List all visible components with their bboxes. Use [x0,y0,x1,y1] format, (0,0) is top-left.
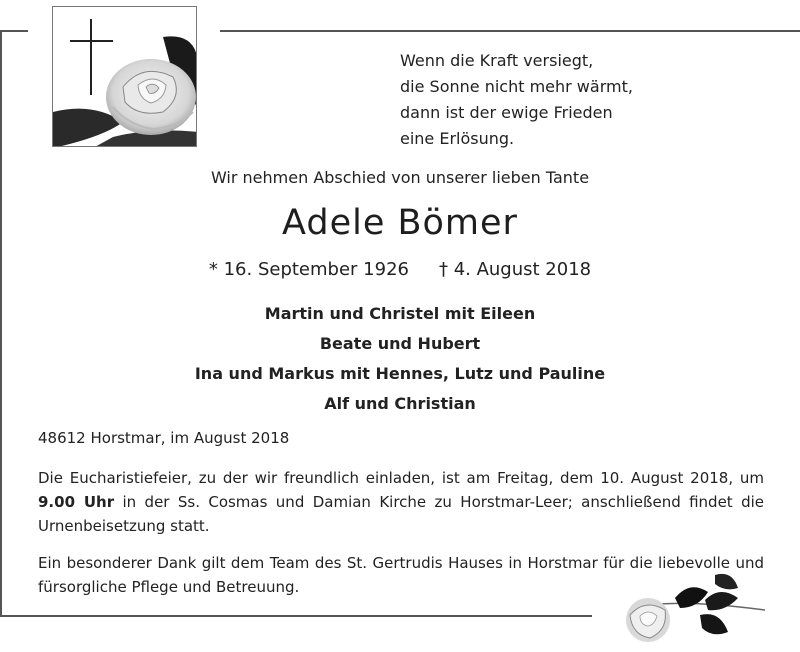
frame-bottom-line [0,615,592,617]
cross-rose-photo [52,6,197,147]
rose-icon [106,59,196,135]
mourner-line: Alf und Christian [324,394,476,413]
poem-line: Wenn die Kraft versiegt, [400,51,594,70]
mourner-line: Beate und Hubert [319,334,481,353]
mourner-line: Martin und Christel mit Eileen [264,304,536,323]
farewell-intro: Wir nehmen Abschied von unserer lieben Tante [210,168,590,187]
life-dates [0,259,800,280]
birth-date: * 16. September 1926 [208,259,409,280]
death-date: † 4. August 2018 [438,259,592,280]
frame-top-right-line [220,30,800,32]
frame-top-left-line [0,30,28,32]
mourner-line: Ina und Markus mit Hennes, Lutz und Pauline [194,364,606,383]
service-time: 9.00 Uhr [38,493,115,511]
service-text-before: Die Eucharistiefeier, zu der wir freundlich einladen, ist am Freitag, dem 10. August 2018, um [38,469,764,487]
mourners-list [0,299,800,419]
thanks-paragraph: Ein besonderer Dank gilt dem Team des St. Gertrudis Hauses in Horstmar für die liebevolle und fürsorgliche Pflege und Betreuung. [38,554,764,596]
poem-line: eine Erlösung. [400,129,515,148]
poem-line: dann ist der ewige Frieden [400,103,613,122]
poem [400,48,633,152]
poem-line: die Sonne nicht mehr wärmt, [400,77,633,96]
bottom-rose-icon [620,570,770,650]
deceased-name: Adele Bömer [282,203,518,243]
cross-icon [70,19,113,95]
service-paragraph [38,466,764,538]
service-text-after: in der Ss. Cosmas und Damian Kirche zu Horstmar-Leer; anschließend findet die Urnenbeisetzung statt. [38,493,764,535]
place-date: 48612 Horstmar, im August 2018 [38,429,290,447]
